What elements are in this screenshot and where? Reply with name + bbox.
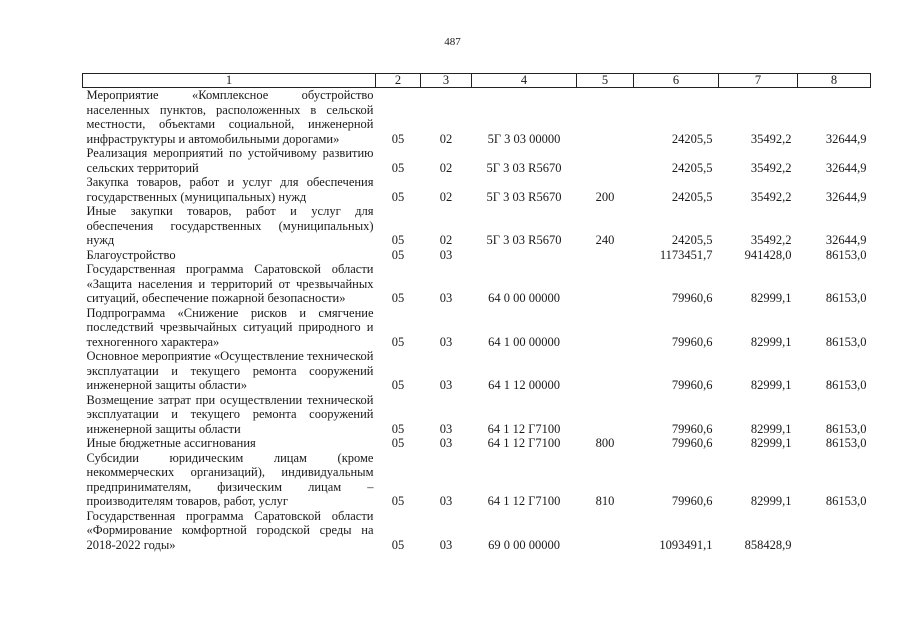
row-value-3: 86153,0 [825,421,867,436]
row-value-3: 86153,0 [825,334,867,349]
row-value-2: 35492,2 [750,131,792,146]
row-target-code [472,248,577,263]
row-subsection: 03 [439,378,453,392]
row-section: 05 [391,233,405,247]
row-section: 05 [391,247,405,262]
header-col-5: 5 [577,74,634,88]
row-name: Иные закупки товаров, работ и услуг для обеспечения государственных (муниципальных) нужд [86,204,374,247]
row-subsection: 02 [439,160,453,175]
row-subsection: 03 [439,494,453,508]
row-section: 05 [391,378,405,392]
row-target-code: 5Г 3 03 R5670 [486,160,562,175]
header-col-2: 2 [376,74,421,88]
row-value-2: 82999,1 [750,436,792,450]
row-expense-type [577,393,634,437]
table-row [83,436,871,451]
row-name: Субсидии юридическим лицам (кроме некоммерческих организаций), индивидуальным предпринимателям, физическим лицам – производителям товаров, работ, услуг [86,450,374,508]
row-value-2: 941428,0 [744,247,792,262]
table-row [83,204,871,248]
row-value-1: 24205,5 [671,189,713,204]
row-subsection: 03 [439,537,453,552]
row-expense-type [577,509,634,553]
row-section: 05 [391,160,405,175]
row-section: 05 [391,291,405,305]
row-target-code: 64 1 12 00000 [488,378,560,392]
table-row [83,175,871,204]
row-target-code: 64 1 12 Г7100 [487,494,561,508]
row-value-3: 86153,0 [825,378,867,392]
row-subsection: 03 [439,421,453,436]
row-value-3: 86153,0 [825,494,867,508]
header-col-1: 1 [83,74,376,88]
row-value-1: 79960,6 [671,334,713,349]
row-name: Благоустройство [86,247,176,262]
row-section: 05 [391,131,405,146]
row-section: 05 [391,334,405,349]
header-col-7: 7 [719,74,798,88]
row-value-2: 82999,1 [750,421,792,436]
row-expense-type [577,248,634,263]
row-value-1: 79960,6 [671,291,713,305]
row-value-1: 79960,6 [671,378,713,392]
row-target-code: 64 0 00 00000 [488,291,560,305]
row-value-1: 1173451,7 [659,247,713,262]
table-row [83,146,871,175]
table-row [83,248,871,263]
table-row [83,306,871,350]
row-value-1: 79960,6 [671,436,713,450]
row-target-code: 5Г 3 03 R5670 [486,189,562,204]
row-expense-type [577,88,634,147]
row-target-code: 5Г 3 03 00000 [487,131,561,146]
budget-table [82,73,871,552]
row-value-1: 1093491,1 [659,537,713,552]
row-name: Закупка товаров, работ и услуг для обеспечения государственных (муниципальных) нужд [86,175,374,204]
row-value-3: 32644,9 [825,189,867,204]
row-subsection: 03 [439,334,453,349]
row-name: Возмещение затрат при осуществлении технической эксплуатации и текущего ремонта сооружений инженерной защиты области [86,392,374,436]
row-value-1: 79960,6 [671,494,713,508]
row-name: Государственная программа Саратовской области «Защита населения и территорий от чрезвычайных ситуаций, обеспечение пожарной безопасности» [86,262,374,305]
row-name: Государственная программа Саратовской области «Формирование комфортной городской среды на 2018-2022 годы» [86,508,374,552]
row-target-code: 64 1 12 Г7100 [487,436,561,450]
row-name: Иные бюджетные ассигнования [86,436,256,450]
row-name: Основное мероприятие «Осуществление технической эксплуатации и текущего ремонта сооружений инженерной защиты области» [86,349,374,392]
table-row [83,451,871,509]
row-value-3: 32644,9 [825,160,867,175]
row-subsection: 03 [439,436,453,450]
row-expense-type [577,146,634,175]
row-name: Реализация мероприятий по устойчивому развитию сельских территорий [86,146,374,175]
row-value-2: 82999,1 [750,378,792,392]
table-row [83,262,871,306]
row-name: Подпрограмма «Снижение рисков и смягчение последствий чрезвычайных ситуаций природного и техногенного характера» [86,305,374,349]
header-col-4: 4 [472,74,577,88]
row-expense-type: 240 [595,233,615,247]
row-value-2: 858428,9 [744,537,792,552]
row-expense-type: 810 [595,494,615,508]
table-row [83,349,871,393]
row-value-1: 79960,6 [671,421,713,436]
row-expense-type [577,262,634,306]
row-subsection: 02 [439,233,453,247]
row-expense-type [577,349,634,393]
row-section: 05 [391,537,405,552]
row-target-code: 5Г 3 03 R5670 [486,233,562,247]
row-subsection: 02 [439,189,453,204]
row-section: 05 [391,189,405,204]
row-value-1: 24205,5 [671,131,713,146]
row-subsection: 02 [439,131,453,146]
header-col-8: 8 [798,74,871,88]
row-value-3: 32644,9 [825,233,867,247]
row-value-2: 35492,2 [750,160,792,175]
row-target-code: 69 0 00 00000 [488,537,560,552]
header-col-3: 3 [421,74,472,88]
table-row [83,393,871,437]
row-section: 05 [391,494,405,508]
row-section: 05 [391,421,405,436]
row-value-3: 32644,9 [825,131,867,146]
row-value-3: 86153,0 [825,247,867,262]
header-row [83,74,871,88]
row-value-1: 24205,5 [671,160,713,175]
row-target-code: 64 1 12 Г7100 [487,421,561,436]
row-name: Мероприятие «Комплексное обустройство населенных пунктов, расположенных в сельской местности, объектами социальной, инженерной инфраструктуры и автомобильными дорогами» [86,88,374,146]
row-value-2: 82999,1 [750,334,792,349]
row-subsection: 03 [439,291,453,305]
row-value-2: 35492,2 [750,189,792,204]
row-expense-type: 800 [595,436,615,450]
page-number: 487 [444,36,461,48]
row-value-1: 24205,5 [671,233,713,247]
row-value-3: 86153,0 [825,436,867,450]
row-subsection: 03 [439,247,453,262]
row-expense-type [577,306,634,350]
row-value-3 [798,509,871,553]
row-section: 05 [391,436,405,450]
row-target-code: 64 1 00 00000 [488,334,560,349]
row-expense-type: 200 [595,189,615,204]
table-row [83,509,871,553]
row-value-3: 86153,0 [825,291,867,305]
table-row [83,88,871,147]
row-value-2: 35492,2 [750,233,792,247]
header-col-6: 6 [634,74,719,88]
row-value-2: 82999,1 [750,494,792,508]
row-value-2: 82999,1 [750,291,792,305]
